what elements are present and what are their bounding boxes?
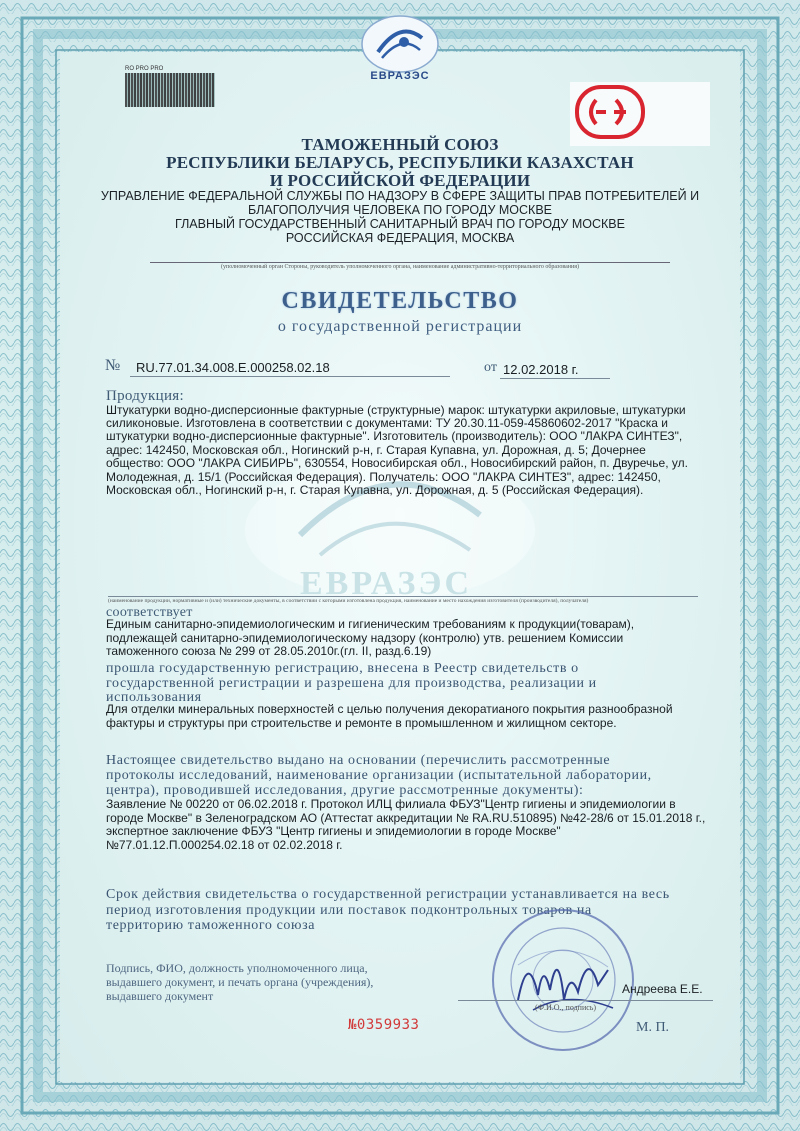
product-label: Продукция: [106, 388, 184, 404]
signature-caption-2: выдавшего документ, и печать органа (учреждения), [106, 975, 374, 989]
product-line-2: силиконовые. Изготовлена в соответствии с документами: ТУ 20.30.11-059-45860602-2017 "Краска и [106, 416, 668, 430]
registration-line-1: Для отделки минеральных поверхностей с целью получения декоратианого покрытия разнообразной [106, 702, 673, 716]
barcode-caption: RO PRO PRO [125, 66, 164, 72]
signer-name: Андреева Е.Е. [622, 982, 703, 996]
product-caption: (наименование продукции, нормативные и (или) технические документы, в соответствии с которыми изготовлена продукция, наименование и место нахождения изготовителя (производителя), получателя) [108, 598, 589, 604]
date-label: от [484, 360, 497, 375]
authority-line-3: ГЛАВНЫЙ ГОСУДАРСТВЕННЫЙ САНИТАРНЫЙ ВРАЧ ПО ГОРОДУ МОСКВЕ [175, 217, 625, 231]
product-line-4: адрес: 142450, Московская обл., Ногинский р-н, г. Старая Купавна, ул. Дорожная, д. 5; Дочернее [106, 443, 646, 457]
eurasec-logo-icon [360, 14, 440, 74]
basis-label-3: центра), проводившей исследования, другие рассмотренные документы): [106, 783, 584, 798]
product-line-1: Штукатурки водно-дисперсионные фактурные (структурные) марок: штукатурки акриловые, штукатурки [106, 403, 686, 417]
watermark-text: ЕВРАЗЭС [300, 565, 473, 602]
product-line-3: штукатурки водно-дисперсионные фактурные". Изготовитель (производитель): ООО "ЛАКРА СИНТЕЗ", [106, 429, 683, 443]
signature-rule [458, 1000, 713, 1001]
seal-place-label: М. П. [636, 1020, 670, 1035]
registration-label-3: использования [106, 690, 202, 705]
validity-line-2: период изготовления продукции или поставок подконтрольных товаров на [106, 903, 592, 918]
product-line-7: Московская обл., Ногинский р-н, г. Старая Купавна, ул. Дорожная, д. 5 (Российская Федерация). [106, 483, 644, 497]
basis-line-2: городе Москве" в Зеленоградском АО (Аттестат аккредитации № RA.RU.510895) №42-28/6 от 15.01.2018 г., [106, 811, 706, 825]
authority-line-2: БЛАГОПОЛУЧИЯ ЧЕЛОВЕКА ПО ГОРОДУ МОСКВЕ [247, 203, 553, 217]
conformity-mark-icon [574, 84, 646, 140]
product-line-6: Молодежная, д. 15/1 (Российская Федерация). Получатель: ООО "ЛАКРА СИНТЕЗ", адрес: 142450, [106, 470, 661, 484]
union-title-2: РЕСПУБЛИКИ БЕЛАРУСЬ, РЕСПУБЛИКИ КАЗАХСТАН [166, 153, 634, 172]
serial-number: №0359933 [348, 1017, 420, 1033]
validity-line-3: территорию таможенного союза [106, 918, 316, 933]
product-line-5: общество: ООО "ЛАКРА СИБИРЬ", 630554, Новосибирская обл., Новосибирский район, п. Двуречье, ул. [106, 456, 688, 470]
compliance-line-1: Единым санитарно-эпидемиологическим и гигиеническим требованиям к продукции(товарам), [106, 617, 635, 631]
number-rule [130, 376, 450, 377]
certificate-title: СВИДЕТЕЛЬСТВО [281, 288, 519, 314]
logo-caption: ЕВРАЗЭС [370, 70, 430, 82]
certificate-subtitle: о государственной регистрации [277, 318, 523, 335]
compliance-line-3: таможенного союза № 299 от 28.05.2010г.(гл. II, разд.6.19) [106, 644, 432, 658]
union-title-3: И РОССИЙСКОЙ ФЕДЕРАЦИИ [269, 171, 531, 190]
certificate-date: 12.02.2018 г. [503, 362, 579, 377]
number-label: № [105, 357, 121, 374]
certificate-number: RU.77.01.34.008.Е.000258.02.18 [136, 360, 330, 375]
basis-line-1: Заявление № 00220 от 06.02.2018 г. Протокол ИЛЦ филиала ФБУЗ"Центр гигиены и эпидемиологии в [106, 797, 676, 811]
union-title-1: ТАМОЖЕННЫЙ СОЮЗ [301, 135, 499, 154]
signature-line-caption: (Ф.И.О., подпись) [535, 1003, 597, 1012]
basis-line-3: экспертное заключение ФБУЗ "Центр гигиены и эпидемиологии в городе Москве" [106, 824, 561, 838]
authority-caption: (уполномоченный орган Стороны, руководитель уполномоченного органа, наименование административно-территориального образования) [221, 264, 579, 270]
authority-line-1: УПРАВЛЕНИЕ ФЕДЕРАЛЬНОЙ СЛУЖБЫ ПО НАДЗОРУ В СФЕРЕ ЗАЩИТЫ ПРАВ ПОТРЕБИТЕЛЕЙ И [100, 189, 700, 203]
registration-line-2: фактуры и структуры при строительстве и ремонте в промышленном и жилищном секторе. [106, 716, 617, 730]
registration-label-2: государственной регистрации и разрешена для производства, реализации и [106, 676, 597, 691]
authority-line-4: РОССИЙСКАЯ ФЕДЕРАЦИЯ, МОСКВА [285, 231, 515, 245]
signature-caption-1: Подпись, ФИО, должность уполномоченного лица, [106, 961, 368, 975]
validity-line-1: Срок действия свидетельства о государственной регистрации устанавливается на весь [106, 887, 670, 902]
basis-line-4: №77.01.12.П.000254.02.18 от 02.02.2018 г. [106, 838, 343, 852]
product-rule [108, 596, 698, 597]
signature-icon [508, 930, 628, 1030]
compliance-label: соответствует [106, 605, 193, 620]
date-rule [500, 378, 610, 379]
basis-label-2: протоколы исследований, наименование организации (испытательной лаборатории, [106, 768, 652, 783]
signature-caption-3: выдавшего документ [106, 989, 214, 1003]
authority-rule [150, 262, 670, 263]
basis-label-1: Настоящее свидетельство выдано на основании (перечислить рассмотренные [106, 753, 611, 768]
compliance-line-2: подлежащей санитарно-эпидемиологическому надзору (контролю) утв. решением Комиссии [106, 631, 624, 645]
registration-label-1: прошла государственную регистрацию, внесена в Реестр свидетельств о [106, 661, 579, 676]
barcode-strip [125, 73, 215, 107]
